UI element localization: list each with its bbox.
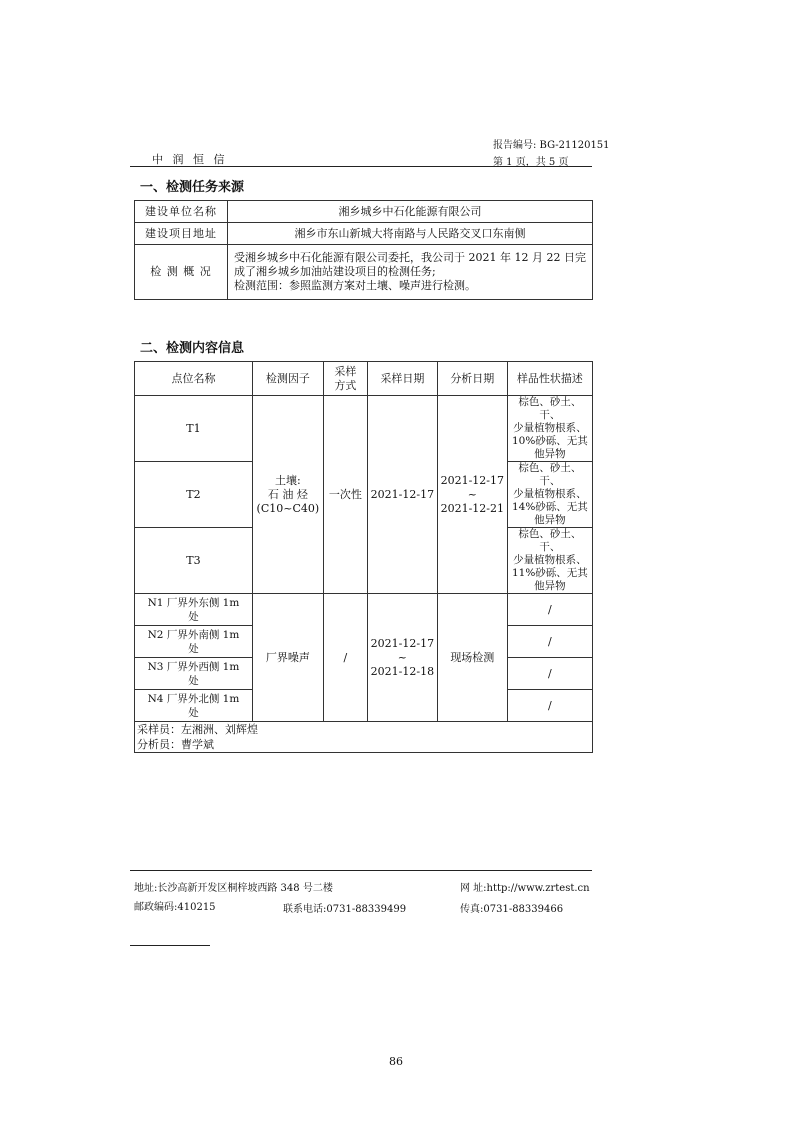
soil-analysis-date: 2021-12-17 ~ 2021-12-21 xyxy=(437,396,507,594)
sampler-names: 采样员：左湘洲、刘辉煌 xyxy=(135,722,593,738)
point-n1: N1 厂界外东侧 1m 处 xyxy=(135,594,253,626)
section2-title: 二、检测内容信息 xyxy=(140,341,245,356)
noise-method: / xyxy=(323,594,367,722)
overview-label: 检 测 概 况 xyxy=(135,245,228,300)
point-t3: T3 xyxy=(135,528,253,594)
col-description: 样品性状描述 xyxy=(507,362,592,396)
point-n2: N2 厂界外南侧 1m 处 xyxy=(135,626,253,658)
description-n3: / xyxy=(507,658,592,690)
detection-content-table xyxy=(134,361,593,753)
analyst-name: 分析员：曹学斌 xyxy=(135,737,593,753)
noise-analysis-date: 现场检测 xyxy=(437,594,507,722)
project-address-label: 建设项目地址 xyxy=(135,223,228,245)
description-n1: / xyxy=(507,594,592,626)
point-t1: T1 xyxy=(135,396,253,462)
description-t1: 棕色、砂土、干、 少量植物根系、 10%砂砾、无其 他异物 xyxy=(507,396,592,462)
report-number: 报告编号: BG-21120151 xyxy=(493,140,610,151)
col-point-name: 点位名称 xyxy=(135,362,253,396)
point-t2: T2 xyxy=(135,462,253,528)
point-n4: N4 厂界外北侧 1m 处 xyxy=(135,690,253,722)
bottom-divider xyxy=(130,945,210,946)
soil-factor: 土壤: 石 油 烃 (C10~C40) xyxy=(252,396,323,594)
noise-factor: 厂界噪声 xyxy=(252,594,323,722)
footer-address: 地址:长沙高新开发区桐梓坡西路 348 号二楼 xyxy=(134,883,333,894)
task-source-table xyxy=(134,200,593,300)
description-t3: 棕色、砂土、干、 少量植物根系、 11%砂砾、无其 他异物 xyxy=(507,528,592,594)
table-row xyxy=(135,737,593,753)
footer-fax: 传真:0731-88339466 xyxy=(460,904,564,915)
construction-unit-value: 湘乡城乡中石化能源有限公司 xyxy=(228,201,593,223)
description-t2: 棕色、砂土、干、 少量植物根系、 14%砂砾、无其 他异物 xyxy=(507,462,592,528)
footer-divider xyxy=(130,870,592,871)
table-header-row xyxy=(135,362,593,396)
col-sample-date: 采样日期 xyxy=(367,362,437,396)
construction-unit-label: 建设单位名称 xyxy=(135,201,228,223)
point-n3: N3 厂界外西侧 1m 处 xyxy=(135,658,253,690)
soil-method: 一次性 xyxy=(323,396,367,594)
header-divider xyxy=(130,166,592,167)
col-factor: 检测因子 xyxy=(252,362,323,396)
description-n4: / xyxy=(507,690,592,722)
table-row xyxy=(135,722,593,738)
footer-website: 网 址:http://www.zrtest.cn xyxy=(460,883,590,894)
page-indicator: 第 1 页，共 5 页 xyxy=(493,157,569,168)
overview-value: 受湘乡城乡中石化能源有限公司委托，我公司于 2021 年 12 月 22 日完成了湘乡城乡加油站建设项目的检测任务; 检测范围：参照监测方案对土壤、噪声进行检测。 xyxy=(228,245,593,300)
table-row xyxy=(135,594,593,626)
col-method: 采样 方式 xyxy=(323,362,367,396)
page-number: 86 xyxy=(389,1055,403,1068)
section1-title: 一、检测任务来源 xyxy=(140,180,245,195)
project-address-value: 湘乡市东山新城大将南路与人民路交叉口东南侧 xyxy=(228,223,593,245)
soil-sample-date: 2021-12-17 xyxy=(367,396,437,594)
footer-phone: 联系电话:0731-88339499 xyxy=(283,904,407,915)
table-row xyxy=(135,396,593,462)
col-analysis-date: 分析日期 xyxy=(437,362,507,396)
noise-sample-date: 2021-12-17 ~ 2021-12-18 xyxy=(367,594,437,722)
company-name: 中 润 恒 信 xyxy=(152,153,228,166)
description-n2: / xyxy=(507,626,592,658)
footer-postcode: 邮政编码:410215 xyxy=(134,902,216,913)
